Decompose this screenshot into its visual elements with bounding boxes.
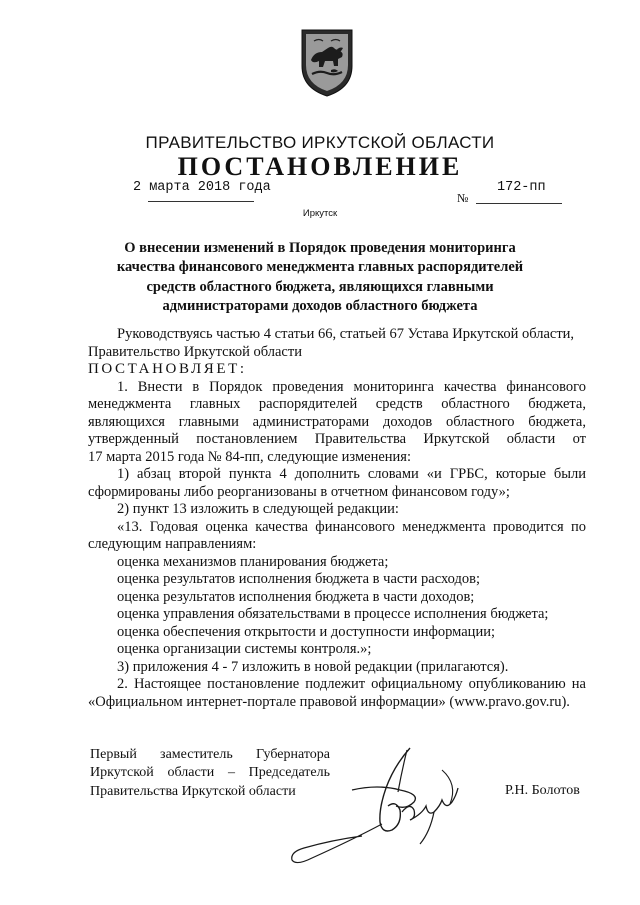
document-title	[110, 239, 530, 317]
signatory-title-line: Правительства Иркутской области	[90, 783, 296, 799]
paragraph-line: следующим направлениям:	[88, 536, 257, 552]
list-item: оценка обеспечения открытости и доступности информации;	[117, 623, 495, 640]
title-line: О внесении изменений в Порядок проведения мониторинга	[124, 240, 516, 256]
document-number: 172-пп	[497, 180, 546, 195]
document-body	[88, 326, 586, 711]
city: Иркутск	[302, 208, 338, 219]
list-item: оценка результатов исполнения бюджета в части доходов;	[117, 588, 475, 605]
paragraph-line: «Официальном интернет-портале правовой информации» (www.pravo.gov.ru).	[88, 693, 570, 710]
paragraph-line: утвержденный постановлением Правительства Иркутской области от	[88, 431, 586, 447]
date-underline	[148, 201, 254, 202]
title-line: средств областного бюджета, являющихся главными	[146, 278, 494, 295]
paragraph-line: «13. Годовая оценка качества финансового менеджмента проводится по	[117, 518, 586, 535]
paragraph-line: 1. Внести в Порядок проведения мониторинга качества финансового	[117, 378, 586, 395]
number-underline	[476, 203, 562, 204]
decrees-heading: ПОСТАНОВЛЯЕТ:	[88, 361, 247, 377]
number-sign: №	[457, 191, 469, 205]
coat-of-arms-icon	[298, 26, 356, 98]
paragraph-line: являющихся главными администраторами доходов областного бюджета,	[88, 413, 586, 430]
list-item: оценка организации системы контроля.»;	[117, 641, 372, 657]
list-item: оценка управления обязательствами в процессе исполнения бюджета;	[117, 606, 549, 622]
signatory-name: Р.Н. Болотов	[505, 783, 580, 798]
preamble-line: Правительство Иркутской области	[88, 343, 302, 360]
paragraph-line: 1) абзац второй пункта 4 дополнить словами «и ГРБС, которые были	[117, 466, 586, 482]
paragraph-line: 17 марта 2015 года № 84-пп, следующие изменения:	[88, 448, 411, 465]
title-line: администраторами доходов областного бюджета	[162, 298, 478, 315]
handwritten-signature	[282, 740, 467, 872]
list-item: оценка механизмов планирования бюджета;	[117, 553, 389, 570]
signatory-title-line: Первый заместитель Губернатора	[90, 747, 330, 762]
title-line: качества финансового менеджмента главных распорядителей	[116, 259, 524, 276]
document-type: ПОСТАНОВЛЕНИЕ	[177, 152, 463, 181]
paragraph-line: 2) пункт 13 изложить в следующей редакции:	[117, 501, 399, 517]
preamble-line: Руководствуясь частью 4 статьи 66, статьей 67 Устава Иркутской области,	[117, 326, 575, 342]
government-name: ПРАВИТЕЛЬСТВО ИРКУТСКОЙ ОБЛАСТИ	[145, 133, 495, 152]
document-date: 2 марта 2018 года	[133, 180, 271, 195]
list-item: оценка результатов исполнения бюджета в части расходов;	[117, 571, 480, 587]
paragraph-line: 3) приложения 4 - 7 изложить в новой редакции (прилагаются).	[117, 658, 509, 675]
paragraph-line: 2. Настоящее постановление подлежит официальному опубликованию на	[117, 676, 586, 692]
signatory-title-line: Иркутской области – Председатель	[90, 765, 330, 781]
paragraph-line: менеджмента главных распорядителей средств областного бюджета,	[88, 396, 586, 412]
paragraph-line: сформированы либо реорганизованы в отчетном финансовом году»;	[88, 483, 510, 500]
